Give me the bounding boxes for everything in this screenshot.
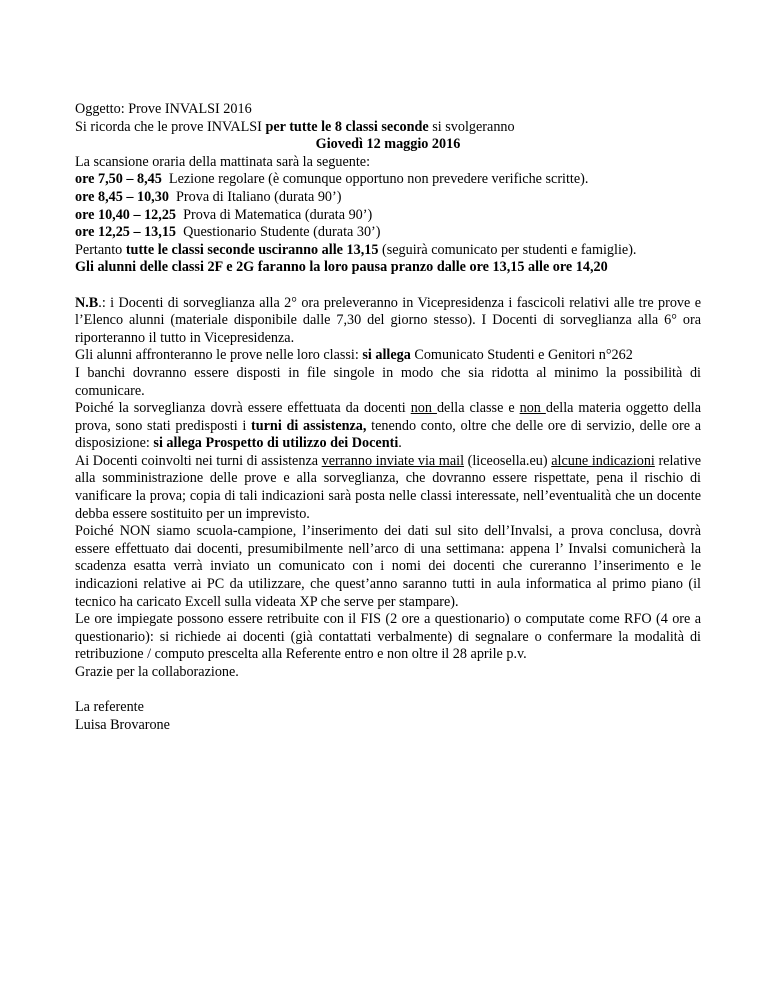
desks-paragraph: I banchi dovranno essere disposti in file singole in modo che sia ridotta al minimo la possibilità di comunicare. — [75, 364, 701, 399]
assistance-paragraph: Ai Docenti coinvolti nei turni di assistenza verranno inviate via mail (liceosella.eu) alcune indicazioni relative alla somministrazione delle prove e alla sorveglianza, che dovranno essere rispettate, pena il rischio di vanificare la prova; copia di tali indicazioni sarà posta nelle classi interessate, nell’eventualità che un docente debba essere sostituito per un imprevisto. — [75, 452, 701, 522]
schedule-time: ore 10,40 – 12,25 — [75, 206, 177, 223]
nb-paragraph: N.B.: i Docenti di sorveglianza alla 2° ora preleveranno in Vicepresidenza i fascicoli relativi alle tre prove e l’Elenco alunni (materiale disponibile dalle 7,30 del giorno stesso). I Docenti di sorveglianza alla 6° ora riporteranno il tutto in Vicepresidenza. — [75, 294, 701, 346]
schedule-row — [75, 224, 701, 242]
schedule-row — [75, 207, 701, 225]
schedule-activity: Lezione regolare (è comunque opportuno non prevedere verifiche scritte). — [161, 171, 589, 188]
classes-paragraph: Gli alunni affronteranno le prove nelle loro classi: si allega Comunicato Studenti e Genitori n°262 — [75, 347, 633, 364]
payment-paragraph: Le ore impiegate possono essere retribuite con il FIS (2 ore a questionario) o computate come RFO (4 ore a questionario): si richiede ai docenti (già contattati verbalmente) di segnalare o confermare la modalità di retribuzione / computo prescelta alla Referente entro e non oltre il 28 aprile p.v. — [75, 611, 701, 663]
schedule-time: ore 12,25 – 13,15 — [75, 224, 177, 241]
exam-date: Giovedì 12 maggio 2016 — [315, 136, 461, 153]
intro-classes: per tutte le 8 classi seconde — [265, 118, 429, 135]
supervision-paragraph: Poiché la sorveglianza dovrà essere effettuata da docenti non della classe e non della materia oggetto della prova, sono stati predisposti i turni di assistenza, tenendo conto, oltre che delle ore di servizio, delle ore a disposizione: si allega Prospetto di utilizzo dei Docenti. — [75, 400, 701, 452]
schedule-activity: Questionario Studente (durata 30’) — [176, 224, 381, 241]
signature-name: Luisa Brovarone — [75, 716, 170, 733]
schedule-time: ore 8,45 – 10,30 — [75, 188, 169, 205]
mail-note: verranno inviate via mail — [321, 452, 465, 469]
subject-line: Oggetto: Prove INVALSI 2016 — [75, 101, 252, 117]
instructions-note: alcune indicazioni — [551, 452, 655, 469]
paragraph-gap — [75, 277, 701, 295]
schedule-row — [75, 171, 701, 189]
nb-label: N.B — [75, 294, 99, 311]
schedule-activity: Prova di Matematica (durata 90’) — [176, 206, 373, 223]
schedule-row — [75, 189, 701, 207]
data-entry-paragraph: Poiché NON siamo scuola-campione, l’inserimento dei dati sul sito dell’Invalsi, a prova conclusa, dovrà essere effettuato dai docenti, presumibilmente nell’arco di una settimana: appena l’ Invalsi comunicherà la scadenza esatta verrà inviato un comunicato con i nomi dei docenti che cureranno l’inserimento e le indicazioni relative ai PC da utilizzare, che quest’anno saranno tutti in aula informatica al primo piano (il tecnico ha caricato Excell sulla videata XP che serve per stampare). — [75, 523, 701, 610]
document-body — [75, 101, 701, 734]
schedule-intro: La scansione oraria della mattinata sarà la seguente: — [75, 153, 371, 170]
intro-line: Si ricorda che le prove INVALSI per tutte le 8 classi seconde si svolgeranno — [75, 118, 515, 135]
schedule-time: ore 7,50 – 8,45 — [75, 171, 162, 188]
signature-role: La referente — [75, 699, 144, 716]
thanks-line: Grazie per la collaborazione. — [75, 664, 239, 680]
schedule-activity: Prova di Italiano (durata 90’) — [168, 188, 342, 205]
paragraph-gap — [75, 682, 701, 700]
lunch-line: Gli alunni delle classi 2F e 2G faranno la loro pausa pranzo dalle ore 13,15 alle ore 14,20 — [75, 259, 608, 276]
schedule-list — [75, 171, 701, 241]
exit-line: Pertanto tutte le classi seconde usciranno alle 13,15 (seguirà comunicato per studenti e famiglie). — [75, 241, 637, 258]
